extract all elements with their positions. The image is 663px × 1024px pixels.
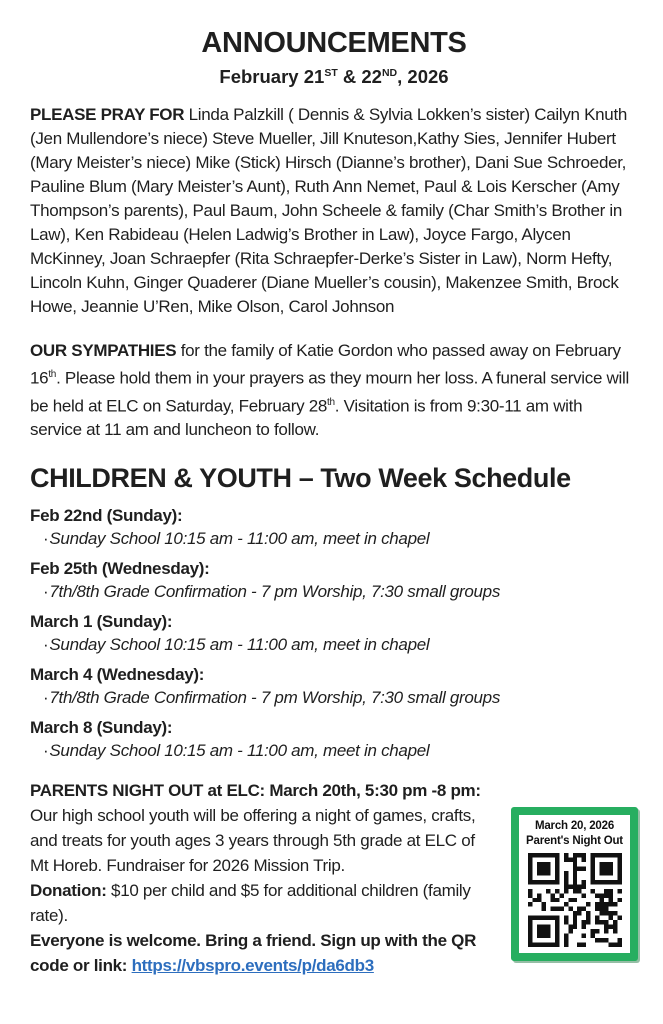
sympathies-text-1: for the family of Katie Gordon who passed away on February 16 bbox=[30, 341, 621, 388]
schedule-detail bbox=[30, 633, 638, 656]
sympathies-sup-1: th bbox=[48, 369, 57, 381]
sympathies-text-2: . Please hold them in your prayers as they mourn her loss. A funeral service will be held at ELC on Saturday, February 28 bbox=[30, 368, 629, 416]
schedule-item-feb25 bbox=[30, 557, 638, 603]
bullet-dot: · bbox=[43, 529, 49, 549]
qr-code-box bbox=[511, 807, 638, 961]
schedule-detail bbox=[30, 527, 638, 550]
prayer-list-paragraph bbox=[30, 103, 638, 319]
date-pre: February 21 bbox=[219, 66, 325, 88]
schedule-list bbox=[30, 504, 638, 762]
page-title: ANNOUNCEMENTS bbox=[201, 27, 467, 59]
parents-night-out-section bbox=[30, 778, 638, 978]
schedule-date: March 4 (Wednesday): bbox=[30, 665, 205, 685]
schedule-detail-text: 7th/8th Grade Confirmation - 7 pm Worship, 7:30 small groups bbox=[49, 582, 501, 602]
date-post: , 2026 bbox=[397, 66, 449, 88]
schedule-detail bbox=[30, 580, 638, 603]
schedule-item-feb22 bbox=[30, 504, 638, 550]
sympathies-text-3: . Visitation is from 9:30-11 am with service at 11 am and luncheon to follow. bbox=[30, 396, 583, 440]
qr-code-image bbox=[528, 853, 622, 947]
qr-caption-date: March 20, 2026 bbox=[534, 820, 615, 833]
schedule-item-mar4 bbox=[30, 663, 638, 709]
bullet-dot: · bbox=[43, 635, 49, 655]
schedule-detail bbox=[30, 739, 638, 762]
bullet-dot: · bbox=[43, 688, 49, 708]
donation-label: Donation: bbox=[30, 881, 107, 901]
qr-caption-event: Parent's Night Out bbox=[526, 835, 623, 848]
schedule-date: March 8 (Sunday): bbox=[30, 718, 173, 738]
schedule-date: Feb 22nd (Sunday): bbox=[30, 506, 183, 526]
date-mid: & 22 bbox=[337, 66, 382, 88]
schedule-detail-text: Sunday School 10:15 am - 11:00 am, meet in chapel bbox=[49, 741, 430, 761]
schedule-item-mar8 bbox=[30, 716, 638, 762]
bullet-dot: · bbox=[43, 582, 49, 602]
date-sup-nd: ND bbox=[381, 67, 398, 79]
date-sup-st: ST bbox=[324, 67, 338, 79]
prayer-names: Linda Palzkill ( Dennis & Sylvia Lokken’s sister) Cailyn Knuth (Jen Mullendore’s niece) Steve Mueller, Jill Knuteson,Kathy Sies, Jennifer Hubert (Mary Meister’s niece) Mike (Stick) Hirsch (Dianne’s brother), Dani Sue Schroeder, Pauline Blum (Mary Meister’s Aunt), Ruth Ann Nemet, Paul & Lois Kerscher (Amy Thompson’s parents), Paul Baum, John Scheele & family (Char Smith’s Brother in Law), Ken Rabideau (Helen Ladwig’s Brother in Law), Joyce Fargo, Alycen McKinney, Joan Schraepfer (Rita Schraepfer-Derke’s Sister in Law), Norm Hefty, Lincoln Kuhn, Ginger Quaderer (Diane Mueller’s cousin), Makenzee Smith, Brock Howe, Jeannie U’Ren, Mike Olson, Carol Johnson bbox=[30, 105, 628, 317]
page-date bbox=[30, 60, 638, 90]
prayer-lead-label: PLEASE PRAY FOR bbox=[30, 105, 189, 125]
sympathies-lead-label: OUR SYMPATHIES bbox=[30, 341, 177, 361]
bullet-dot: · bbox=[43, 741, 49, 761]
schedule-date: March 1 (Sunday): bbox=[30, 612, 173, 632]
schedule-detail bbox=[30, 686, 638, 709]
sympathies-sup-2: th bbox=[327, 396, 335, 408]
schedule-detail-text: 7th/8th Grade Confirmation - 7 pm Worship, 7:30 small groups bbox=[49, 688, 501, 708]
children-youth-heading: CHILDREN & YOUTH – Two Week Schedule bbox=[30, 463, 571, 494]
pno-description: Our high school youth will be offering a night of games, crafts, and treats for youth ages 3 years through 5th grade at ELC of Mt Horeb. Fundraiser for 2026 Mission Trip. bbox=[30, 806, 476, 876]
donation-text: $10 per child and $5 for additional children (family rate). bbox=[30, 881, 471, 926]
welcome-text: Everyone is welcome. Bring a friend. Sign up with the QR code or link: bbox=[30, 931, 477, 976]
qr-caption bbox=[521, 819, 628, 849]
sympathies-paragraph bbox=[30, 339, 638, 442]
schedule-detail-text: Sunday School 10:15 am - 11:00 am, meet in chapel bbox=[49, 529, 430, 549]
header bbox=[30, 26, 638, 90]
schedule-item-mar1 bbox=[30, 610, 638, 656]
parents-night-out-title bbox=[30, 778, 638, 803]
schedule-detail-text: Sunday School 10:15 am - 11:00 am, meet in chapel bbox=[49, 635, 430, 655]
pno-title-lead: PARENTS NIGHT OUT bbox=[30, 781, 204, 801]
pno-title-rest: at ELC: March 20th, 5:30 pm -8 pm: bbox=[203, 781, 481, 801]
signup-link[interactable]: https://vbspro.events/p/da6db3 bbox=[131, 956, 374, 976]
schedule-date: Feb 25th (Wednesday): bbox=[30, 559, 210, 579]
